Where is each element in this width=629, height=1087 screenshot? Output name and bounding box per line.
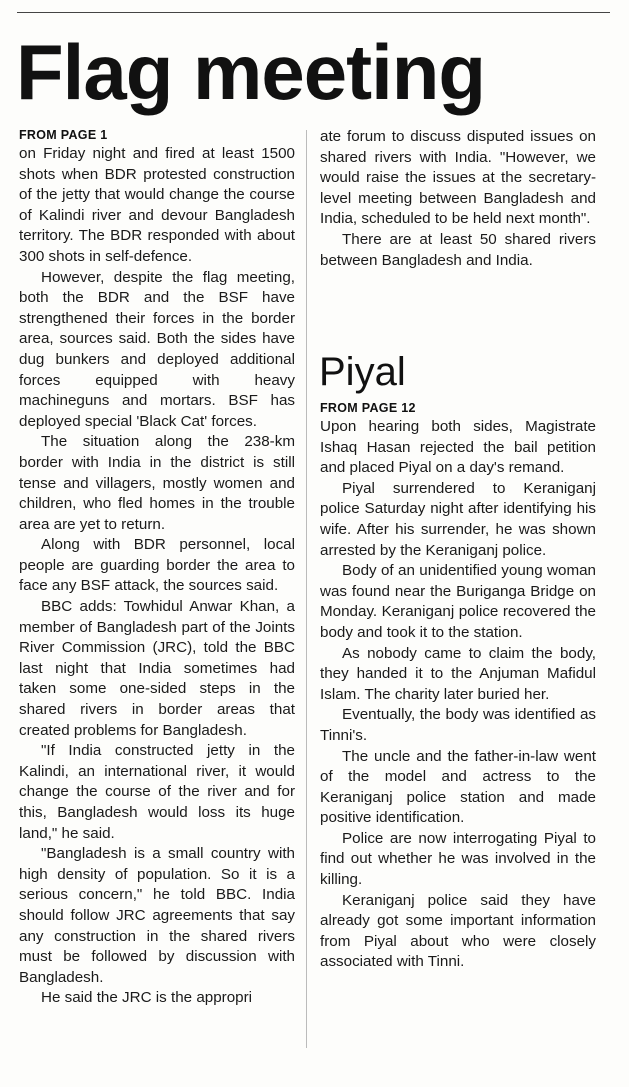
story1-paragraph: "If India constructed jetty in the Kalindi, an international river, it would change the course of the river and for this, Bangladesh would loss its huge land," he said. bbox=[19, 742, 295, 842]
story2-paragraph: Keraniganj police said they have already got some important information from Piyal about who were closely associated with Tinni. bbox=[320, 891, 596, 971]
story2-paragraph: As nobody came to claim the body, they handed it to the Anjuman Mafidul Islam. The charity later buried her. bbox=[320, 644, 596, 703]
story1-left-column bbox=[19, 127, 295, 1009]
story2-paragraph: Body of an unidentified young woman was found near the Buriganga Bridge on Monday. Keraniganj police recovered the body and took it to the station. bbox=[320, 562, 596, 641]
story1-paragraph: There are at least 50 shared rivers between Bangladesh and India. bbox=[320, 230, 596, 269]
story1-paragraph: BBC adds: Towhidul Anwar Khan, a member of Bangladesh part of the Joints River Commission (JRC), told the BBC last night that India sometimes had taken some one-sided steps in the shared rivers in border areas that created problems for Bangladesh. bbox=[19, 598, 295, 739]
story2-paragraph: Piyal surrendered to Keraniganj police Saturday night after identifying his wife. After his surrender, he was shown arrested by the Keraniganj police. bbox=[320, 479, 596, 559]
story1-jump-label: FROM PAGE 1 bbox=[19, 128, 108, 142]
story2-paragraph: Police are now interrogating Piyal to find out whether he was involved in the killing. bbox=[320, 829, 596, 889]
story2-column bbox=[320, 400, 596, 973]
story1-paragraph: "Bangladesh is a small country with high density of population. So it is a serious concern," he told BBC. India should follow JRC agreements that say any construction in the shared rivers must be followed by discussion with Bangladesh. bbox=[19, 845, 295, 986]
story1-paragraph: Along with BDR personnel, local people are guarding border the area to face any BSF attack, the sources said. bbox=[19, 536, 295, 595]
story1-paragraph: However, despite the flag meeting, both the BDR and the BSF have strengthened their forces in the border area, sources said. Both the sides have dug bunkers and deployed additional forces equipped with heavy machineguns and mortars. BSF has deployed special 'Black Cat' forces. bbox=[19, 268, 295, 430]
story1-right-column bbox=[320, 127, 596, 271]
headline: Flag meeting bbox=[16, 28, 486, 116]
story2-jump-label: FROM PAGE 12 bbox=[320, 401, 416, 415]
story2-paragraph: The uncle and the father-in-law went of the model and actress to the Keraniganj police station and made positive identification. bbox=[320, 747, 596, 827]
story1-paragraph: on Friday night and fired at least 1500 shots when BDR protested construction of the jetty that would change the course of Kalindi river and devour Bangladesh territory. The BDR responded with about 300 shots in self-defence. bbox=[19, 145, 295, 265]
story1-paragraph: The situation along the 238-km border with India in the district is still tense and villagers, mostly women and children, who fled homes in the trouble area are yet to return. bbox=[19, 433, 295, 533]
story1-paragraph: ate forum to discuss disputed issues on shared rivers with India. "However, we would raise the issues at the secretary-level meeting between Bangladesh and India, scheduled to be held next month". bbox=[320, 128, 596, 228]
story1-paragraph: He said the JRC is the appropri bbox=[41, 989, 253, 1007]
story2-headline: Piyal bbox=[319, 350, 406, 394]
story2-paragraph: Upon hearing both sides, Magistrate Ishaq Hasan rejected the bail petition and placed Piyal on a day's remand. bbox=[320, 418, 596, 477]
top-rule bbox=[17, 12, 610, 13]
column-divider bbox=[306, 130, 307, 1048]
story2-paragraph: Eventually, the body was identified as Tinni's. bbox=[320, 706, 596, 744]
